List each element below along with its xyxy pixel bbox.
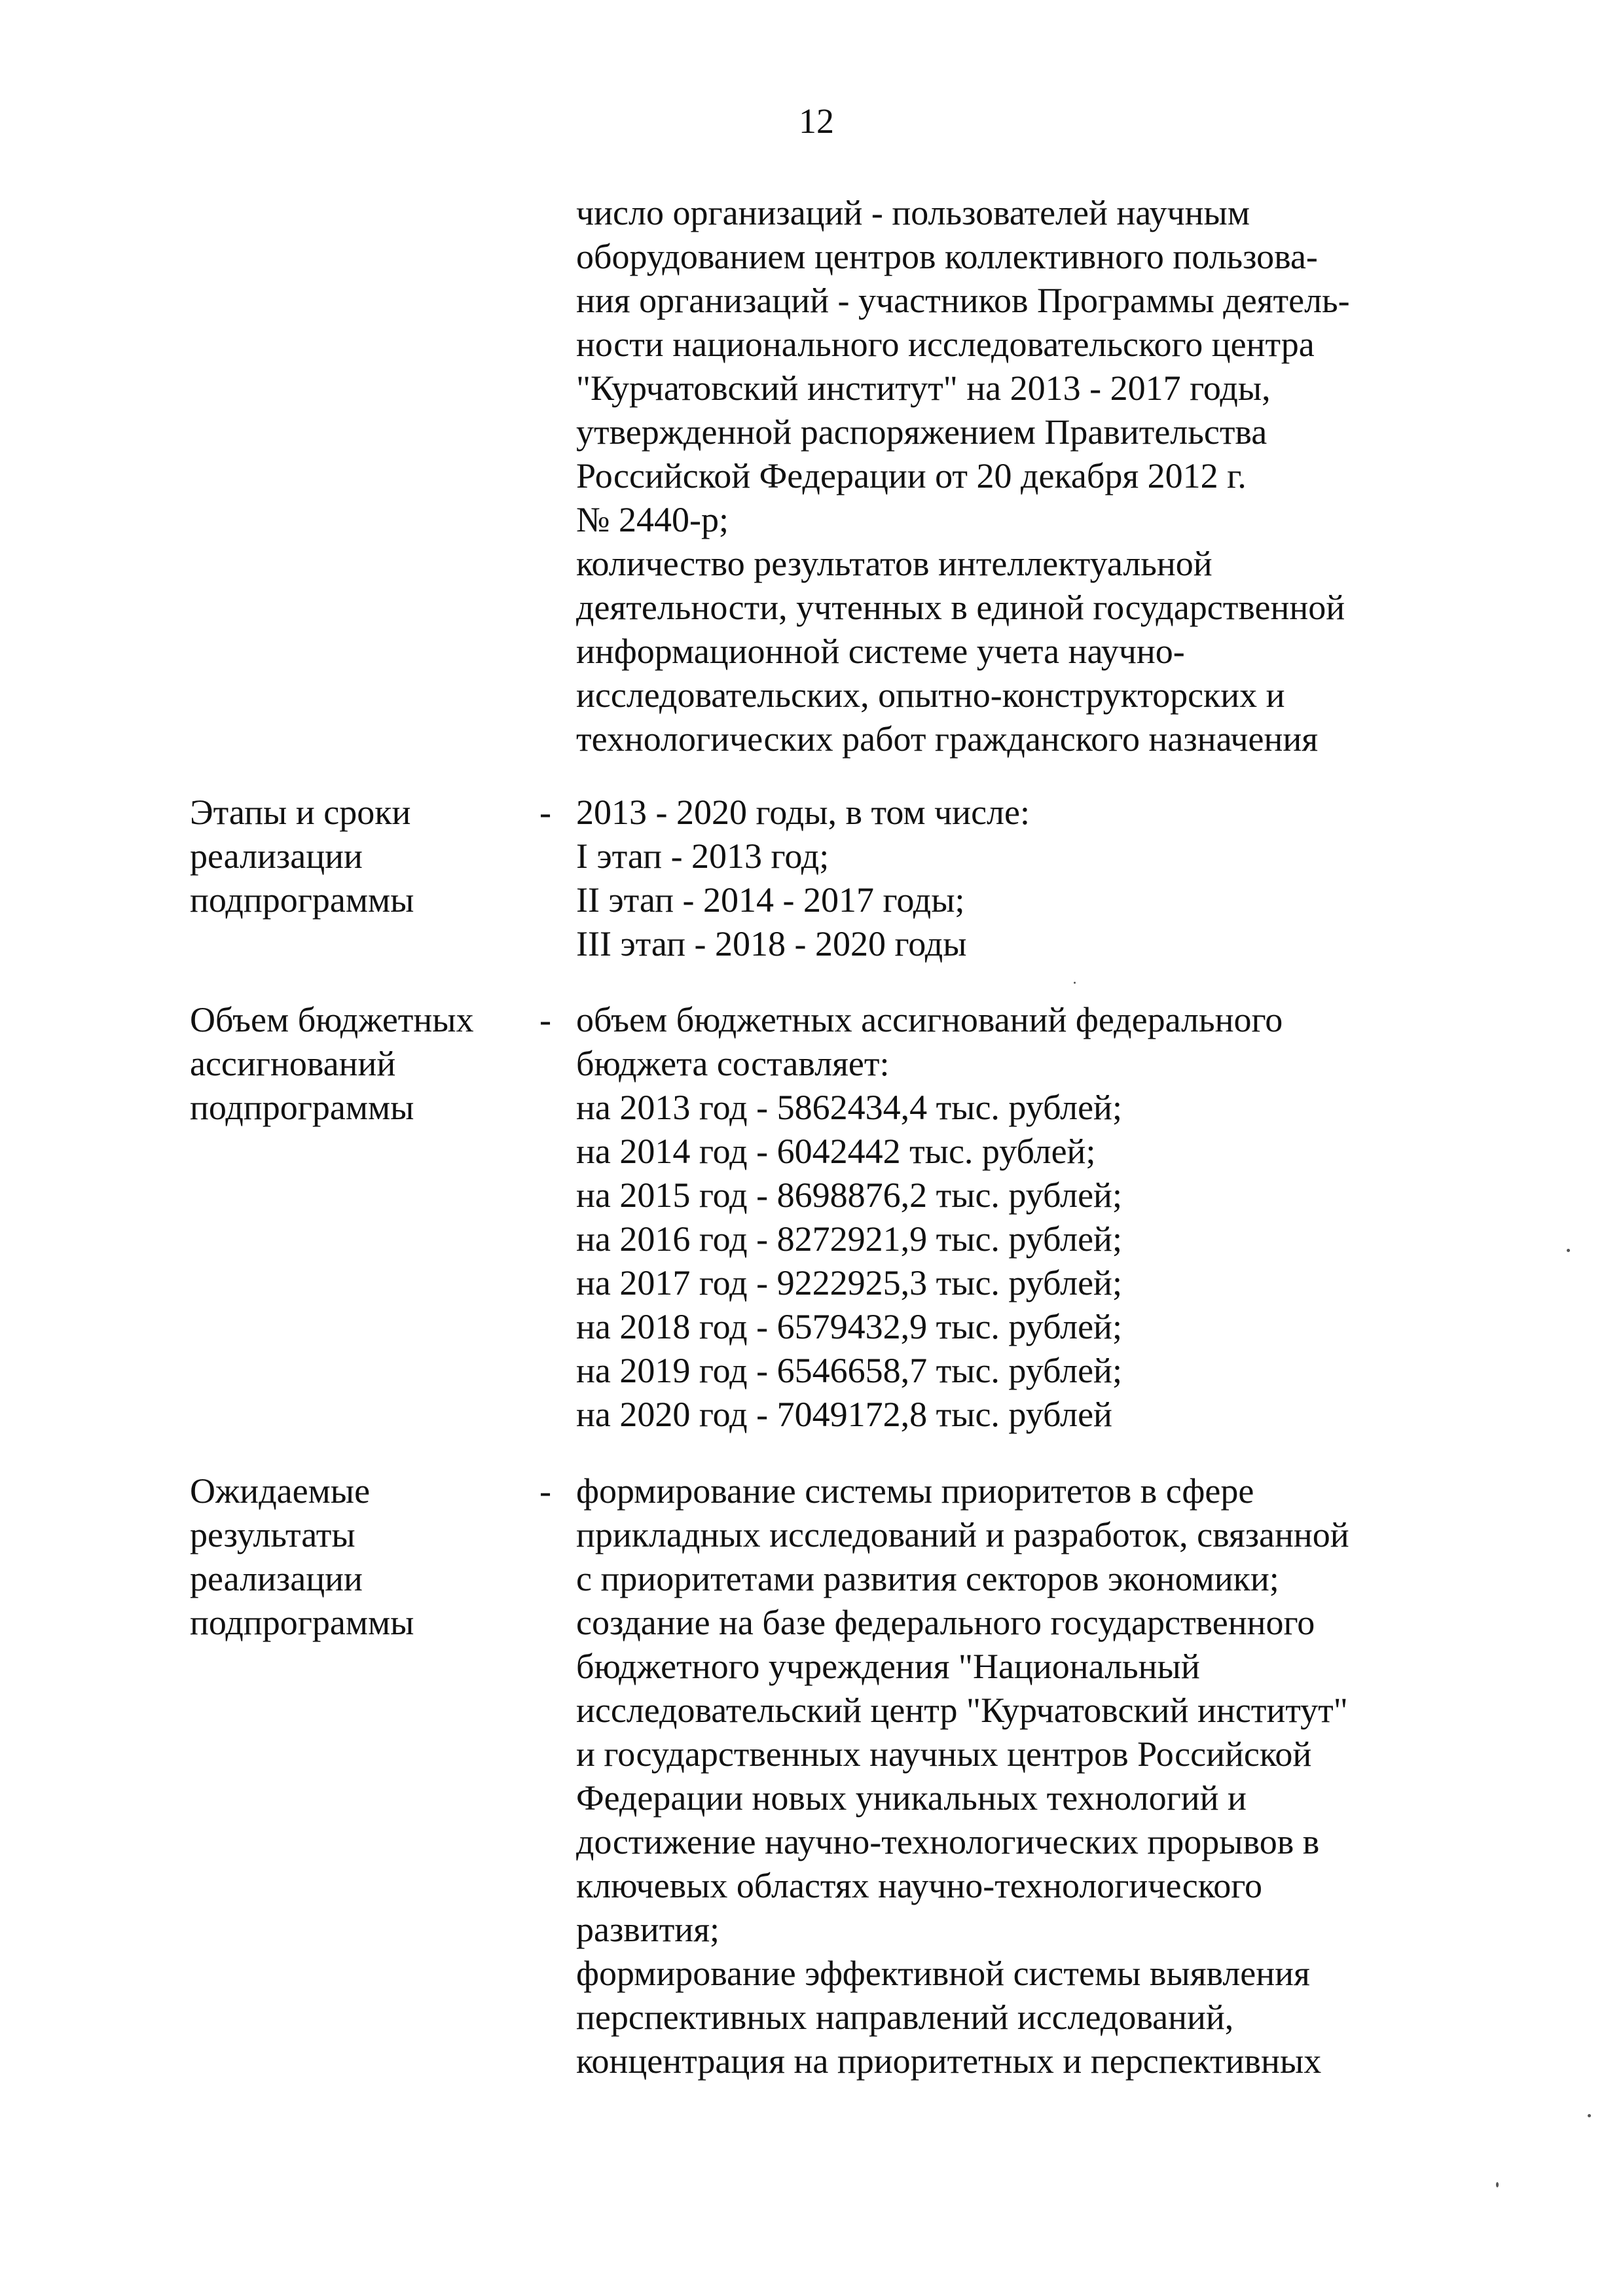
intro-line: деятельности, учтенных в единой государственной xyxy=(576,588,1345,627)
scan-speck xyxy=(1074,982,1076,984)
content-line: на 2014 год - 6042442 тыс. рублей; xyxy=(576,1132,1096,1171)
section-dash: - xyxy=(539,793,551,832)
intro-line: количество результатов интеллектуальной xyxy=(576,544,1213,583)
intro-line: информационной системе учета научно- xyxy=(576,632,1185,671)
label-line: подпрограммы xyxy=(190,1088,414,1127)
intro-line: число организаций - пользователей научным xyxy=(576,193,1250,232)
content-line: 2013 - 2020 годы, в том числе: xyxy=(576,793,1030,832)
label-line: подпрограммы xyxy=(190,880,414,920)
intro-line: утвержденной распоряжением Правительства xyxy=(576,412,1267,452)
content-line: развития; xyxy=(576,1910,720,1949)
content-line: формирование эффективной системы выявления xyxy=(576,1954,1310,1993)
label-line: Объем бюджетных xyxy=(190,1000,474,1039)
content-line: ключевых областях научно-технологического xyxy=(576,1866,1263,1905)
content-line: на 2013 год - 5862434,4 тыс. рублей; xyxy=(576,1088,1122,1127)
content-line: исследовательский центр "Курчатовский институт" xyxy=(576,1691,1348,1730)
label-line: результаты xyxy=(190,1515,356,1554)
content-line: бюджета составляет: xyxy=(576,1044,890,1083)
label-line: подпрограммы xyxy=(190,1603,414,1642)
label-line: Этапы и сроки xyxy=(190,793,411,832)
label-line: ассигнований xyxy=(190,1044,396,1083)
content-line: бюджетного учреждения "Национальный xyxy=(576,1647,1200,1686)
content-line: II этап - 2014 - 2017 годы; xyxy=(576,880,965,920)
content-line: на 2019 год - 6546658,7 тыс. рублей; xyxy=(576,1351,1122,1390)
label-line: реализации xyxy=(190,836,363,876)
intro-line: Российской Федерации от 20 декабря 2012 г. xyxy=(576,456,1247,495)
content-line: на 2015 год - 8698876,2 тыс. рублей; xyxy=(576,1175,1122,1215)
content-line: прикладных исследований и разработок, связанной xyxy=(576,1515,1349,1554)
section-label xyxy=(190,1469,530,1645)
intro-line: ности национального исследовательского центра xyxy=(576,325,1315,364)
intro-line: оборудованием центров коллективного пользова- xyxy=(576,237,1318,276)
content-line: на 2016 год - 8272921,9 тыс. рублей; xyxy=(576,1219,1122,1259)
content-line: перспективных направлений исследований, xyxy=(576,1998,1234,2037)
section-content xyxy=(576,998,1506,1437)
content-line: на 2018 год - 6579432,9 тыс. рублей; xyxy=(576,1307,1122,1346)
intro-line: ния организаций - участников Программы деятель- xyxy=(576,281,1350,320)
content-line: I этап - 2013 год; xyxy=(576,836,830,876)
scan-speck xyxy=(1588,2114,1591,2117)
content-line: с приоритетами развития секторов экономики; xyxy=(576,1559,1279,1598)
scan-speck xyxy=(1567,1249,1570,1252)
content-line: III этап - 2018 - 2020 годы xyxy=(576,924,967,963)
section-content xyxy=(576,791,1506,966)
content-line: концентрация на приоритетных и перспективных xyxy=(576,2041,1322,2081)
content-line: на 2020 год - 7049172,8 тыс. рублей xyxy=(576,1395,1112,1434)
content-line: объем бюджетных ассигнований федерального xyxy=(576,1000,1283,1039)
intro-line: "Курчатовский институт" на 2013 - 2017 годы, xyxy=(576,368,1271,408)
content-line: создание на базе федерального государственного xyxy=(576,1603,1315,1642)
content-line: достижение научно-технологических прорывов в xyxy=(576,1822,1320,1861)
intro-line: технологических работ гражданского назначения xyxy=(576,719,1319,759)
content-line: формирование системы приоритетов в сфере xyxy=(576,1471,1254,1511)
section-content xyxy=(576,1469,1506,2083)
scan-speck xyxy=(1496,2182,1499,2187)
section-dash: - xyxy=(539,1471,551,1511)
content-line: на 2017 год - 9222925,3 тыс. рублей; xyxy=(576,1263,1122,1302)
content-line: и государственных научных центров Российской xyxy=(576,1734,1312,1774)
label-line: реализации xyxy=(190,1559,363,1598)
page-number: 12 xyxy=(799,101,834,141)
label-line: Ожидаемые xyxy=(190,1471,371,1511)
section-dash: - xyxy=(539,1000,551,1039)
intro-content xyxy=(576,191,1506,761)
intro-line: № 2440-р; xyxy=(576,500,729,539)
section-label xyxy=(190,791,530,922)
intro-line: исследовательских, опытно-конструкторских и xyxy=(576,675,1285,715)
content-line: Федерации новых уникальных технологий и xyxy=(576,1778,1247,1818)
section-label xyxy=(190,998,530,1130)
